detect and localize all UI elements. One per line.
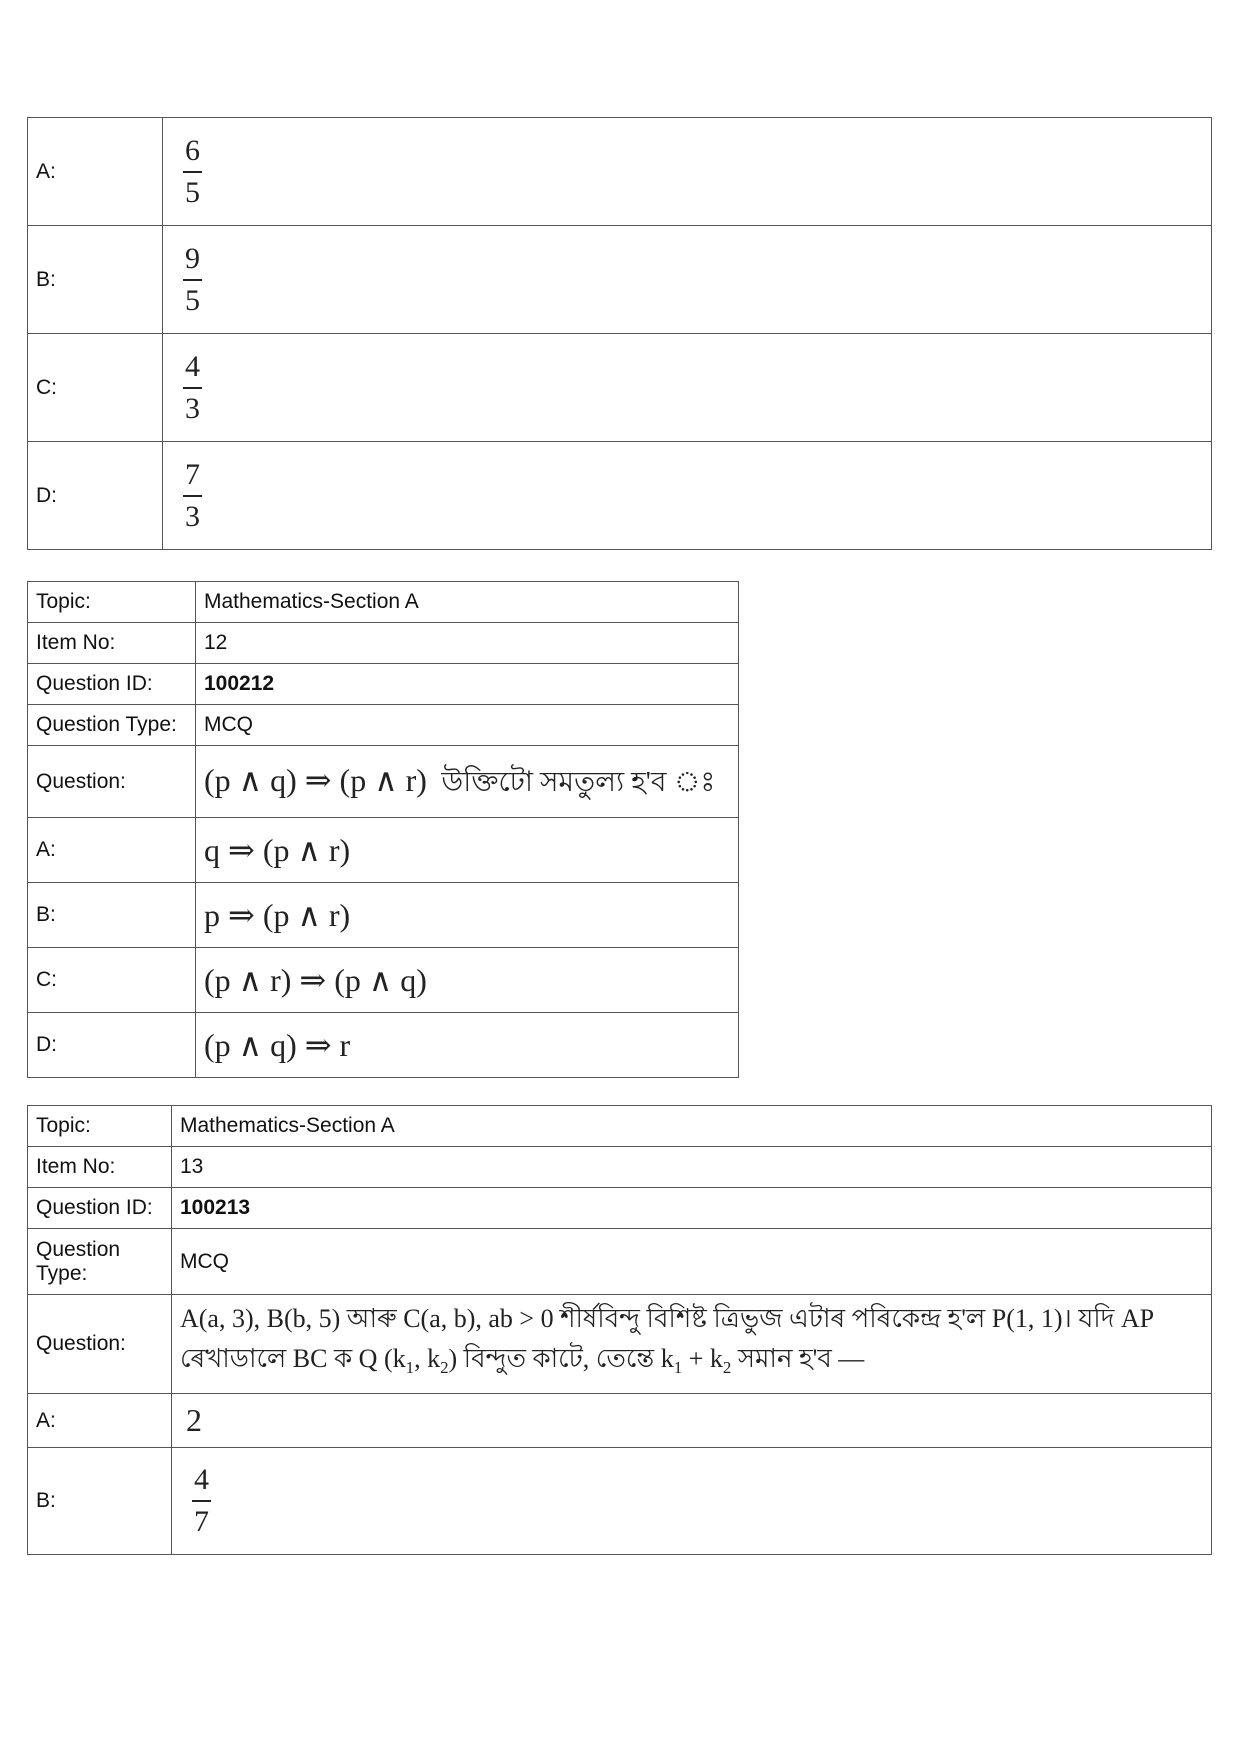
- item-no-value: 12: [196, 623, 739, 664]
- topic-label: Topic:: [28, 582, 196, 623]
- option-label: D:: [28, 1013, 196, 1078]
- option-row-a: [28, 118, 1212, 226]
- question-content: [196, 746, 739, 818]
- option-label: B:: [28, 226, 163, 334]
- fraction: $\frac{4}{7}$: [194, 1463, 209, 1538]
- option-label: C:: [28, 334, 163, 442]
- topic-value: Mathematics-Section A: [172, 1106, 1212, 1147]
- fraction: $\frac{9}{5}$: [185, 241, 200, 317]
- option-label: B:: [28, 1448, 172, 1555]
- option-a-value: 2: [172, 1394, 1212, 1448]
- question-13-table: [27, 1105, 1212, 1555]
- question-line-1: A(a, 3), B(b, 5) আৰু C(a, b), ab > 0 শীৰ্ষবিন্দু বিশিষ্ট ত্ৰিভুজ এটাৰ পৰিকেন্দ্ৰ হ'ল P(1, 1)। যদি AP: [180, 1304, 1155, 1334]
- topic-value: Mathematics-Section A: [196, 582, 739, 623]
- question-id-value: 100213: [172, 1188, 1212, 1229]
- option-label: D:: [28, 442, 163, 550]
- option-label: A:: [28, 1394, 172, 1448]
- options-table-top: [27, 117, 1212, 550]
- question-type-label: Question Type:: [28, 705, 196, 746]
- item-no-label: Item No:: [28, 1147, 172, 1188]
- fraction: $\frac{7}{3}$: [185, 457, 200, 533]
- option-label: A:: [28, 118, 163, 226]
- fraction: $\frac{4}{3}$: [185, 349, 200, 425]
- question-type-label: Question Type:: [28, 1229, 172, 1295]
- question-math: (p ∧ q) ⇒ (p ∧ r): [204, 761, 427, 798]
- option-label: B:: [28, 883, 196, 948]
- question-id-value: 100212: [196, 664, 739, 705]
- fraction: $\frac{6}{5}$: [185, 133, 200, 209]
- option-a-value: q ⇒ (p ∧ r): [196, 818, 739, 883]
- question-label: Question:: [28, 1295, 172, 1394]
- question-text: উক্তিটো সমতুল্য হ'ব ঃ: [441, 766, 716, 798]
- question-type-value: MCQ: [196, 705, 739, 746]
- item-no-value: 13: [172, 1147, 1212, 1188]
- option-b-value: p ⇒ (p ∧ r): [196, 883, 739, 948]
- option-row-b: [28, 226, 1212, 334]
- question-id-label: Question ID:: [28, 664, 196, 705]
- option-label: A:: [28, 818, 196, 883]
- option-row-d: [28, 442, 1212, 550]
- item-no-label: Item No:: [28, 623, 196, 664]
- question-type-value: MCQ: [172, 1229, 1212, 1295]
- question-12-table: [27, 581, 739, 1078]
- option-c-value: (p ∧ r) ⇒ (p ∧ q): [196, 948, 739, 1013]
- topic-label: Topic:: [28, 1106, 172, 1147]
- question-line-2: ৰেখাডালে BC ক Q ($k_1$, $k_2$) বিন্দুত কাটে, তেন্তে $k_1 + k_2$ সমান হ'ব —: [180, 1344, 865, 1378]
- question-id-label: Question ID:: [28, 1188, 172, 1229]
- option-d-value: (p ∧ q) ⇒ r: [196, 1013, 739, 1078]
- question-label: Question:: [28, 746, 196, 818]
- option-row-c: [28, 334, 1212, 442]
- question-content: [172, 1295, 1212, 1394]
- option-label: C:: [28, 948, 196, 1013]
